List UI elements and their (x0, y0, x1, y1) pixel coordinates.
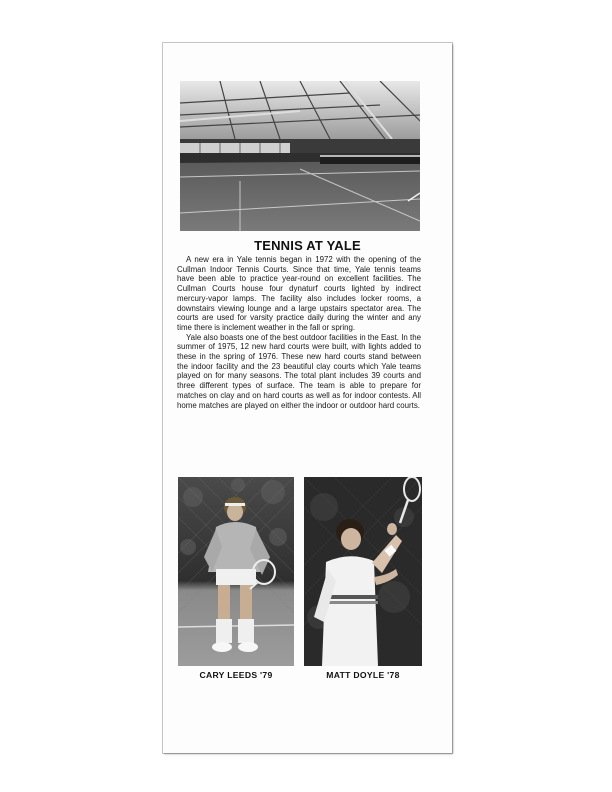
paragraph: A new era in Yale tennis began in 1972 with the opening of the Cullman Indoor Tennis Courts. Since that time, Yale tennis teams have been able to practice year-round on excellent facilities. The Cullman Courts house four dynaturf courts lighted by indirect mercury-vapor lamps. The facility also includes locker rooms, a downstairs viewing lounge and a large upstairs spectator area. The courts are used for varsity practice daily during the winter and any time there is inclement weather in the fall or spring. (177, 255, 421, 332)
paragraph: Yale also boasts one of the best outdoor facilities in the East. In the summer of 1975, 12 new hard courts were built, with lights added to these in the spring of 1976. These new hard courts stand between the indoor facility and the 23 beautiful clay courts which Yale teams played on for many seasons. The total plant includes 39 courts and three different types of surface. The team is able to prepare for matches on clay and on hard courts as well as for indoor contests. All home matches are played on either the indoor or outdoor hard courts. (177, 332, 421, 410)
player-photo-matt-doyle (304, 477, 422, 666)
brochure-page (163, 43, 452, 753)
indoor-courts-photo (180, 81, 420, 231)
photo-caption-left: CARY LEEDS '79 (199, 670, 273, 680)
page-title: TENNIS AT YALE (254, 238, 361, 253)
article-body (177, 255, 421, 410)
player-photo-cary-leeds (178, 477, 294, 666)
photo-caption-right: MATT DOYLE '78 (326, 670, 400, 680)
